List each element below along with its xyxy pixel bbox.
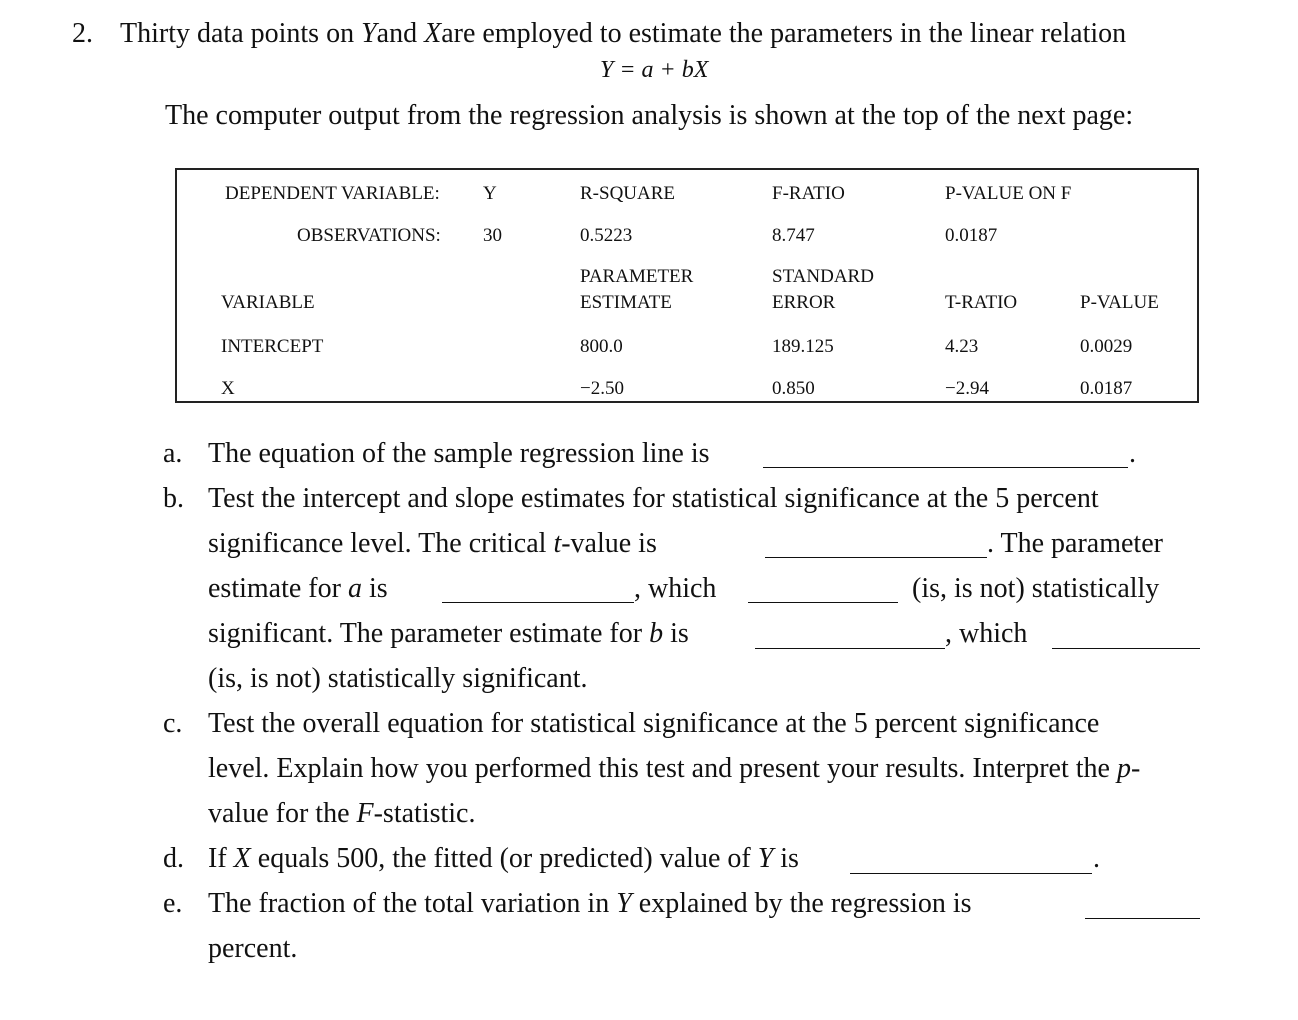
part-d-text-b: equals 500, the fitted (or predicted) value of [257, 843, 751, 874]
part-d-end: . [1093, 843, 1100, 874]
f-ratio-header: F-RATIO [772, 183, 845, 204]
f-ratio-value: 8.747 [772, 225, 815, 246]
part-a-end: . [1129, 438, 1136, 469]
col-p-value: P-VALUE [1080, 292, 1159, 313]
row-intercept-variable: INTERCEPT [221, 336, 324, 357]
part-d-label: d. [163, 843, 184, 874]
var-y: Y [361, 18, 377, 49]
part-b-line3-b: is [368, 573, 388, 604]
answer-blank-estimate-a[interactable] [442, 602, 634, 603]
part-e-label: e. [163, 888, 183, 919]
observations-value: 30 [483, 225, 502, 246]
part-b-line2-b: -value is [561, 528, 657, 559]
intro-and: and [376, 18, 418, 49]
part-c-p: p [1116, 753, 1131, 784]
part-e-text [208, 888, 972, 920]
col-parameter-line2: ESTIMATE [580, 292, 672, 313]
answer-blank-a[interactable] [763, 467, 1128, 468]
part-b-line4-start [208, 618, 689, 650]
part-b-line3-c: , which [634, 573, 717, 604]
row-x-t: −2.94 [945, 378, 989, 399]
part-c-line2 [208, 753, 1140, 785]
part-b-line3-a: estimate for [208, 573, 341, 604]
row-intercept-t: 4.23 [945, 336, 979, 357]
row-x-p: 0.0187 [1080, 378, 1133, 399]
col-standard-line1: STANDARD [772, 266, 874, 287]
part-a-text: The equation of the sample regression line is [208, 438, 710, 469]
intro-text-b: are employed to estimate the parameters in the linear relation [441, 18, 1127, 49]
answer-blank-e[interactable] [1085, 918, 1200, 919]
p-value-on-f-header: P-VALUE ON F [945, 183, 1072, 204]
part-d-var-y: Y [757, 843, 774, 874]
part-b-line2 [208, 528, 657, 560]
col-standard-line2: ERROR [772, 292, 836, 313]
row-intercept-p: 0.0029 [1080, 336, 1133, 357]
part-d-var-x: X [233, 843, 251, 874]
part-c-line1: Test the overall equation for statistical significance at the 5 percent significance [208, 708, 1100, 739]
part-b-line5: (is, is not) statistically significant. [208, 663, 588, 694]
part-c-line3-a: value for the [208, 798, 350, 829]
var-x: X [424, 18, 442, 49]
dependent-variable-value: Y [483, 183, 497, 204]
part-c-line2-b: - [1130, 753, 1141, 784]
part-a-label: a. [163, 438, 183, 469]
part-b-line4-b: is [670, 618, 689, 649]
answer-blank-estimate-b[interactable] [755, 648, 945, 649]
part-d-text-c: is [780, 843, 799, 874]
part-b-line2-a: significance level. The critical [208, 528, 547, 559]
part-c-line2-a: level. Explain how you performed this test and present your results. Interpret the [208, 753, 1110, 784]
question-number: 2. [72, 18, 93, 49]
part-c-line3 [208, 798, 475, 830]
part-b-line2-c: . The parameter [987, 528, 1163, 559]
part-b-line3-start [208, 573, 388, 605]
r-square-value: 0.5223 [580, 225, 633, 246]
answer-blank-d[interactable] [850, 873, 1092, 874]
part-d-text [208, 843, 799, 875]
row-intercept-se: 189.125 [772, 336, 834, 357]
part-e-line2: percent. [208, 933, 298, 964]
part-b-line3-d: (is, is not) statistically [912, 573, 1160, 604]
part-d-text-a: If [208, 843, 227, 874]
equation: Y = a + bX [600, 57, 709, 83]
answer-blank-which-b[interactable] [1052, 648, 1200, 649]
r-square-header: R-SQUARE [580, 183, 676, 204]
intro-text-a: Thirty data points on [120, 18, 355, 49]
part-c-f: F [356, 798, 374, 829]
part-e-var-y: Y [616, 888, 632, 919]
part-b-var-b: b [649, 618, 664, 649]
dependent-variable-label: DEPENDENT VARIABLE: [225, 183, 440, 204]
row-intercept-estimate: 800.0 [580, 336, 623, 357]
answer-blank-which-a[interactable] [748, 602, 898, 603]
col-t-ratio: T-RATIO [945, 292, 1018, 313]
p-value-on-f-value: 0.0187 [945, 225, 998, 246]
part-e-text-a: The fraction of the total variation in [208, 888, 610, 919]
question-intro [120, 18, 1126, 50]
row-x-se: 0.850 [772, 378, 815, 399]
observations-label: OBSERVATIONS: [297, 225, 441, 246]
part-b-line1: Test the intercept and slope estimates for statistical significance at the 5 percent [208, 483, 1099, 514]
col-variable: VARIABLE [221, 292, 315, 313]
part-b-line4-c: , which [945, 618, 1028, 649]
part-b-line4-a: significant. The parameter estimate for [208, 618, 643, 649]
part-c-line3-b: -statistic. [373, 798, 476, 829]
part-e-text-b: explained by the regression is [638, 888, 972, 919]
row-x-variable: X [221, 378, 235, 399]
row-x-estimate: −2.50 [580, 378, 624, 399]
answer-blank-critical-t[interactable] [765, 557, 987, 558]
part-b-label: b. [163, 483, 184, 514]
col-parameter-line1: PARAMETER [580, 266, 694, 287]
part-c-label: c. [163, 708, 183, 739]
output-intro: The computer output from the regression analysis is shown at the top of the next page: [165, 100, 1134, 131]
part-b-t: t [553, 528, 562, 559]
part-b-var-a: a [347, 573, 362, 604]
